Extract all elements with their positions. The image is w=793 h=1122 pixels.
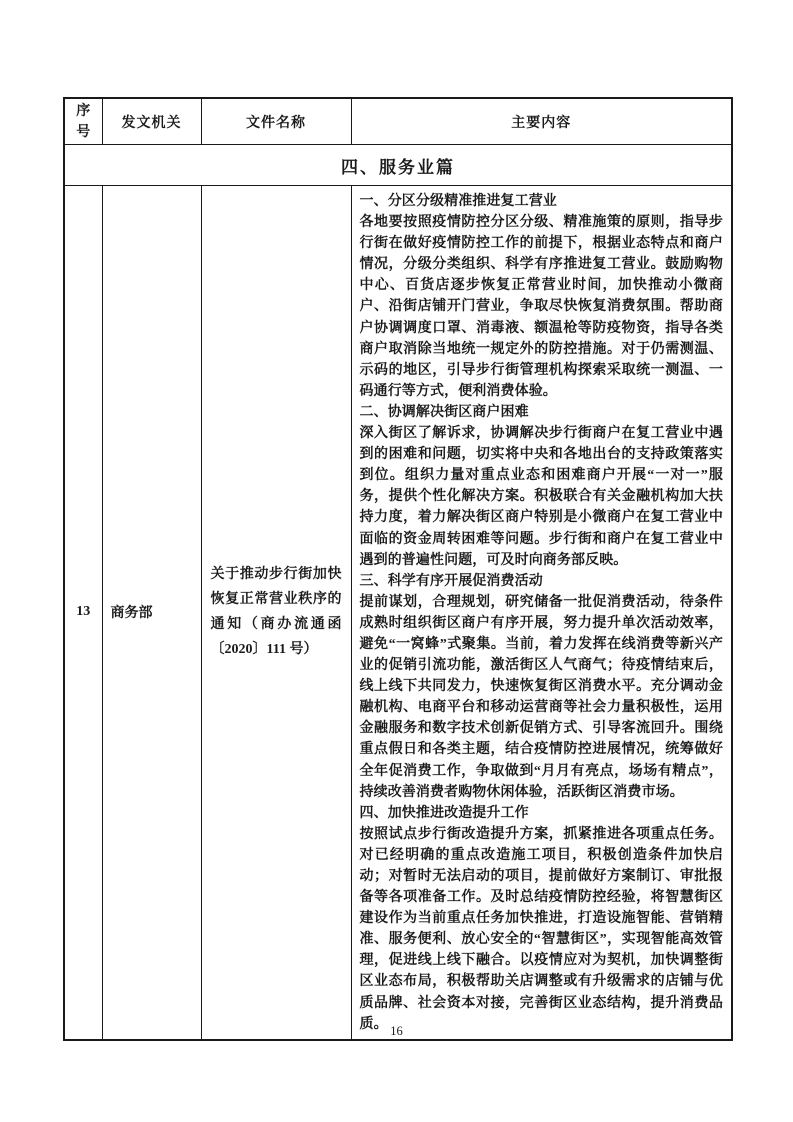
row-number-cell: 13 (64, 186, 102, 1040)
header-col-agency (102, 98, 201, 145)
header-col-no-label: 序号 (76, 103, 91, 140)
section-title: 四、服务业篇 (64, 145, 732, 186)
policy-table (63, 97, 733, 1041)
doc-name-cell: 关于推动步行街加快恢复正常营业秩序的通知（商办流通函〔2020〕111 号） (201, 186, 351, 1040)
agency-cell: 商务部 (102, 186, 201, 1040)
content-heading-4: 四、加快推进改造提升工作 (359, 805, 529, 821)
content-paragraph-2: 深入街区了解诉求，协调解决步行街商户在复工营业中遇到的困难和问题，切实将中央和各地出台的支持政策落实到位。组织力量对重点业态和困难商户开展“一对一”服务，提供个性化解决方案。积极联合有关金融机构加大扶持力度，着力解决街区商户特别是小微商户在复工营业中面临的资金周转困难等问题。步行街和商户在复工营业中遇到的普遍性问题，可及时向商务部反映。 (359, 426, 723, 568)
page-number: 16 (390, 1024, 403, 1038)
content-paragraph-4: 按照试点步行街改造提升方案，抓紧推进各项重点任务。对已经明确的重点改造施工项目，积极创造条件加快启动；对暂时无法启动的项目，提前做好方案制订、审批报备等各项准备工作。及时总结疫情防控经验，将智慧街区建设作为当前重点任务加快推进，打造设施智能、营销精准、服务便利、放心安全的“智慧街区”，实现智能高效管理，促进线上线下融合。以疫情应对为契机，加快调整街区业态布局，积极帮助关店调整或有升级需求的店铺与优质品牌、社会资本对接，完善街区业态结构，提升消费品质。 (359, 826, 723, 1032)
content-heading-3: 三、科学有序开展促消费活动 (359, 573, 543, 589)
table-header-row (64, 98, 732, 145)
header-col-agency-label: 发文机关 (121, 115, 182, 131)
header-col-doc-name-label: 文件名称 (246, 115, 306, 131)
content-heading-1: 一、分区分级精准推进复工营业 (359, 194, 557, 209)
header-col-no (64, 98, 102, 145)
header-col-doc-name (201, 98, 351, 145)
header-col-content (351, 98, 732, 145)
table-row (64, 186, 732, 1040)
content-cell (351, 186, 732, 1040)
section-row (64, 145, 732, 186)
content-heading-2: 二、协调解决街区商户困难 (359, 404, 529, 420)
content-paragraph-3: 提前谋划，合理规划，研究储备一批促消费活动，待条件成熟时组织街区商户有序开展，努力提升单次活动效率，避免“一窝蜂”式聚集。当前，着力发挥在线消费等新兴产业的促销引流功能，激活街区人气商气；待疫情结束后，线上线下共同发力，快速恢复街区消费水平。充分调动金融机构、电商平台和移动运营商等社会力量积极性，运用金融服务和数字技术创新促销方式、引导客流回升。围绕重点假日和各类主题，结合疫情防控进展情况，统筹做好全年促消费工作，争取做到“月月有亮点，场场有精点”，持续改善消费者购物休闲体验，活跃街区消费市场。 (359, 594, 723, 800)
header-col-content-label: 主要内容 (511, 115, 572, 131)
content-paragraph-1: 各地要按照疫情防控分区分级、精准施策的原则，指导步行街在做好疫情防控工作的前提下，根据业态特点和商户情况，分级分类组织、科学有序推进复工营业。鼓励购物中心、百货店逐步恢复正常营业时间，加快推动小微商户、沿街店铺开门营业，争取尽快恢复消费氛围。帮助商户协调调度口罩、消毒液、额温枪等防疫物资，指导各类商户取消除当地统一规定外的防控措施。对于仍需测温、示码的地区，引导步行街管理机构探索采取统一测温、一码通行等方式，便利消费体验。 (359, 215, 723, 399)
